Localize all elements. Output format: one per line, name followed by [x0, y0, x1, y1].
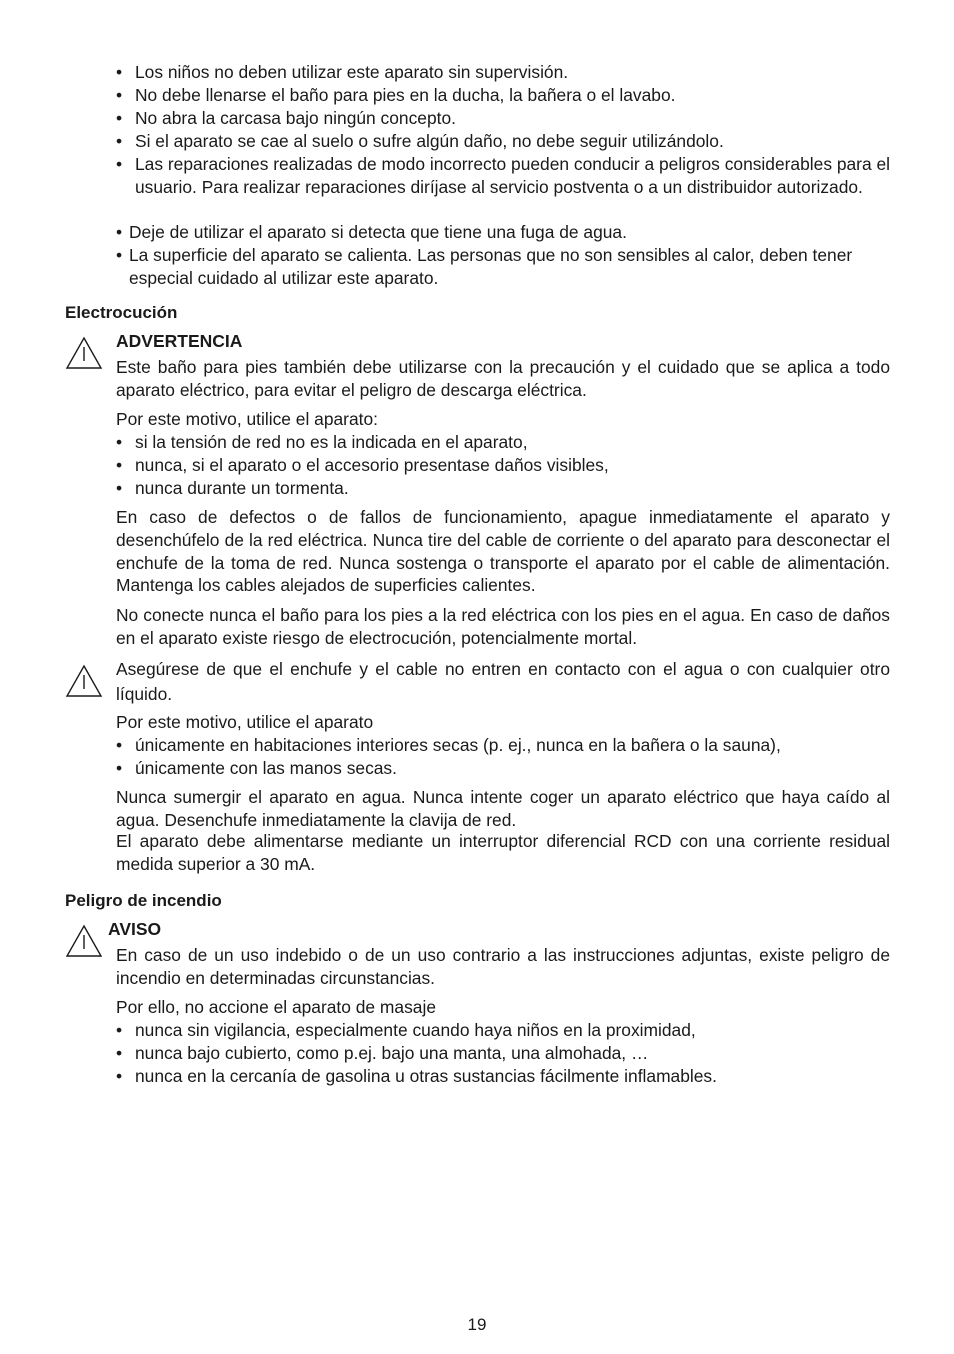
bullet: • — [116, 735, 123, 755]
warning-title: AVISO — [108, 919, 162, 939]
lead-text: Por ello, no accione el aparato de masaje — [116, 997, 436, 1017]
list-item: • No abra la carcasa bajo ningún concepto. — [116, 108, 456, 128]
bullet: • — [116, 758, 123, 778]
bullet: • — [116, 455, 123, 475]
bullet: • — [116, 432, 123, 452]
bullet: • — [116, 131, 123, 151]
warning-triangle-icon — [65, 924, 103, 958]
list-item: • La superficie del aparato se calienta. Las personas que no son sensibles al calor, deben tener especial cuidado al utilizar este aparato. — [116, 245, 853, 288]
list-item: • nunca en la cercanía de gasolina u otras sustancias fácilmente inflamables. — [116, 1066, 717, 1086]
list-item: • nunca sin vigilancia, especialmente cuando haya niños en la proximidad, — [116, 1020, 696, 1040]
bullet: • — [116, 478, 123, 498]
list-item: • si la tensión de red no es la indicada en el aparato, — [116, 432, 528, 452]
list-item: • nunca bajo cubierto, como p.ej. bajo una manta, una almohada, … — [116, 1043, 649, 1063]
list-item: • únicamente en habitaciones interiores secas (p. ej., nunca en la bañera o la sauna), — [116, 735, 781, 755]
page-number: 19 — [467, 1315, 487, 1334]
bullet: • — [116, 62, 123, 82]
list-item: • nunca durante un tormenta. — [116, 478, 349, 498]
paragraph: No conecte nunca el baño para los pies a la red eléctrica con los pies en el agua. En caso de daños en el aparato existe riesgo de electrocución, potencialmente mortal. — [116, 605, 890, 648]
warning-intro: En caso de un uso indebido o de un uso contrario a las instrucciones adjuntas, existe peligro de incendio en determinadas circunstancias. — [116, 945, 890, 988]
bullet: • — [116, 154, 123, 174]
warning-triangle-icon — [65, 336, 103, 370]
section-heading-fire-hazard: Peligro de incendio — [65, 891, 222, 910]
paragraph: Nunca sumergir el aparato en agua. Nunca intente coger un aparato eléctrico que haya caído al agua. Desenchufe inmediatamente la clavija de red. — [116, 787, 890, 830]
bullet: • — [116, 1020, 123, 1040]
list-item: • Las reparaciones realizadas de modo incorrecto pueden conducir a peligros considerables para el usuario. Para realizar reparaciones diríjase al servicio postventa o a un distribuidor autorizado. — [116, 154, 891, 197]
warning-triangle-icon — [65, 664, 103, 698]
bullet: • — [116, 1043, 123, 1063]
list-item: • No debe llenarse el baño para pies en la ducha, la bañera o el lavabo. — [116, 85, 676, 105]
section-heading-electrocution: Electrocución — [65, 303, 178, 322]
bullet: • — [116, 1066, 123, 1086]
lead-text: Por este motivo, utilice el aparato: — [116, 409, 378, 429]
bullet: • — [116, 108, 123, 128]
list-item: • únicamente con las manos secas. — [116, 758, 397, 778]
paragraph: En caso de defectos o de fallos de funcionamiento, apague inmediatamente el aparato y desenchúfelo de la red eléctrica. Nunca tire del cable de corriente o del aparato para desconectar el enchufe de la toma de red. Nunca sostenga o transporte el aparato por el cable de alimentación. Mantenga los cables alejados de superficies calientes. — [116, 507, 890, 596]
warning-title: ADVERTENCIA — [116, 331, 243, 351]
bullet: • — [116, 85, 123, 105]
list-item: • nunca, si el aparato o el accesorio presentase daños visibles, — [116, 455, 609, 475]
paragraph: El aparato debe alimentarse mediante un interruptor diferencial RCD con una corriente residual medida superior a 30 mA. — [116, 831, 890, 874]
bullet: • — [116, 222, 123, 242]
bullet: • — [116, 245, 123, 265]
lead-text: Por este motivo, utilice el aparato — [116, 712, 374, 732]
warning-intro: Este baño para pies también debe utilizarse con la precaución y el cuidado que se aplica a todo aparato eléctrico, para evitar el peligro de descarga eléctrica. — [116, 357, 890, 400]
list-item: • Los niños no deben utilizar este aparato sin supervisión. — [116, 62, 569, 82]
warning-note: Asegúrese de que el enchufe y el cable no entren en contacto con el agua o con cualquier otro líquido. — [116, 659, 890, 704]
list-item: • Deje de utilizar el aparato si detecta que tiene una fuga de agua. — [116, 222, 627, 242]
list-item: • Si el aparato se cae al suelo o sufre algún daño, no debe seguir utilizándolo. — [116, 131, 724, 151]
